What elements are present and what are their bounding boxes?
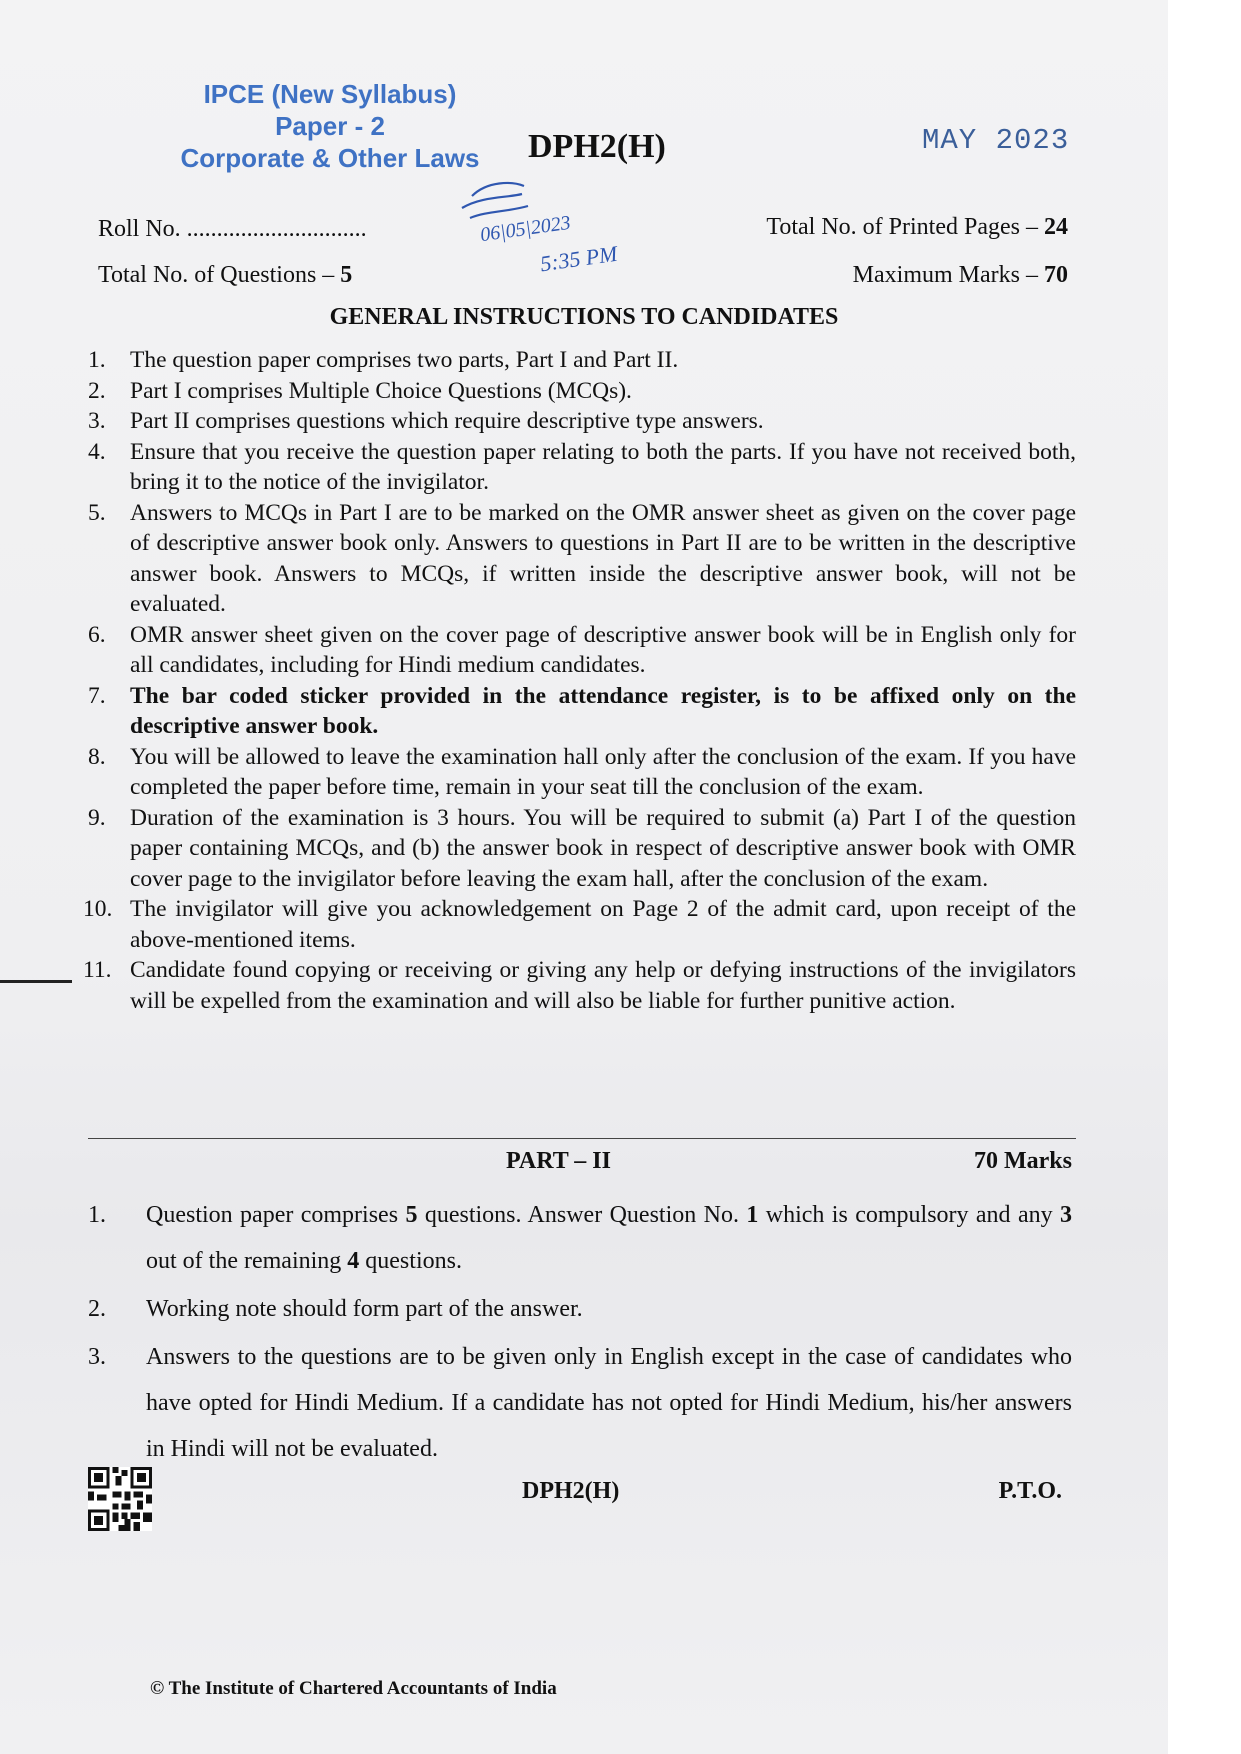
stamp-line-1: IPCE (New Syllabus) — [203, 79, 457, 109]
please-turn-over: P.T.O. — [998, 1478, 1062, 1504]
total-questions-label: Total No. of Questions – — [98, 262, 335, 288]
instruction-text: Ensure that you receive the question paper relating to both the parts. If you have not received both, bring it to the notice of the invigilator. — [130, 438, 1076, 495]
instruction-text: Candidate found copying or receiving or giving any help or defying instructions of the invigilators will be expelled from the examination and will also be liable for further punitive action. — [130, 957, 1076, 1014]
month-stamp: MAY 2023 — [922, 124, 1070, 157]
instruction-text: OMR answer sheet given on the cover page of descriptive answer book will be in English only for all candidates, including for Hindi medium candidates. — [130, 621, 1076, 678]
total-pages — [766, 214, 1068, 241]
compulsory-question-number: 1 — [746, 1202, 759, 1228]
instruction-number: 3. — [88, 408, 106, 434]
instruction-number: 5. — [88, 499, 106, 526]
text-fragment: out of the remaining — [146, 1248, 348, 1274]
roll-number-field: Roll No. .............................. — [98, 216, 367, 242]
instructions-heading: GENERAL INSTRUCTIONS TO CANDIDATES — [329, 304, 839, 330]
instruction-text: Part II comprises questions which require descriptive type answers. — [130, 408, 764, 434]
part-two-text — [146, 1192, 1072, 1284]
handwritten-time: 5:35 PM — [538, 240, 619, 277]
copyright-notice: © The Institute of Chartered Accountants of India — [150, 1678, 557, 1699]
instruction-number: 9. — [88, 804, 106, 831]
syllabus-stamp — [160, 78, 500, 174]
instruction-number: 10. — [83, 896, 113, 922]
instruction-text: The invigilator will give you acknowledgement on Page 2 of the admit card, upon receipt of the above-mentioned items. — [130, 896, 1076, 953]
handwritten-date: 06|05|2023 — [478, 211, 573, 247]
stamp-line-3: Corporate & Other Laws — [180, 143, 480, 173]
part-two-marks: 70 Marks — [974, 1148, 1072, 1174]
instruction-item — [88, 681, 1076, 742]
total-questions — [98, 262, 352, 289]
stamp-line-2: Paper - 2 — [275, 111, 385, 141]
instruction-item — [88, 620, 1076, 681]
part-two-item — [88, 1286, 1072, 1332]
instruction-item — [88, 498, 1076, 620]
instruction-number: 6. — [88, 621, 106, 648]
questions-to-answer: 3 — [1060, 1202, 1072, 1228]
text-fragment: Question paper comprises — [146, 1202, 406, 1228]
question-count: 5 — [405, 1202, 418, 1228]
part-two-item — [88, 1334, 1072, 1472]
part-two-number: 2. — [88, 1296, 106, 1322]
instruction-item — [88, 803, 1076, 895]
qr-code-icon — [88, 1467, 152, 1531]
instruction-text: Duration of the examination is 3 hours. You will be required to submit (a) Part I of the question paper containing MCQs, and (b) the answer book in respect of descriptive answer book with OMR cover page to the invigilator before leaving the exam hall, after the conclusion of the exam. — [130, 804, 1076, 892]
instruction-item — [88, 376, 1076, 407]
instruction-item — [88, 345, 1076, 376]
paper-code-title: DPH2(H) — [528, 128, 666, 165]
instruction-item — [83, 955, 1076, 1016]
part-two-text: Working note should form part of the answer. — [146, 1296, 583, 1322]
margin-pen-mark — [0, 980, 72, 983]
maximum-marks-label: Maximum Marks – — [852, 262, 1038, 288]
part-two-title: PART – II — [506, 1148, 611, 1174]
instruction-text: The bar coded sticker provided in the attendance register, is to be affixed only on the descriptive answer book. — [130, 682, 1076, 739]
instruction-text: The question paper comprises two parts, Part I and Part II. — [130, 347, 679, 373]
instruction-text: Part I comprises Multiple Choice Questions (MCQs). — [130, 377, 632, 404]
total-pages-label: Total No. of Printed Pages – — [766, 214, 1038, 240]
instruction-item — [83, 894, 1076, 955]
instruction-item — [88, 742, 1076, 803]
part-two-text: Answers to the questions are to be given only in English except in the case of candidates who have opted for Hindi Medium. If a candidate has not opted for Hindi Medium, his/her answers in Hindi will not be evaluated. — [146, 1344, 1072, 1462]
instruction-text: Answers to MCQs in Part I are to be marked on the OMR answer sheet as given on the cover page of descriptive answer book only. Answers to questions in Part II are to be written in the descriptive answer book. Answers to MCQs, if written inside the descriptive answer book, will not be evaluated. — [130, 499, 1076, 617]
text-fragment: which is compulsory and any — [758, 1202, 1060, 1228]
instruction-item — [88, 406, 1076, 437]
part-two-number: 1. — [88, 1202, 106, 1228]
remaining-questions: 4 — [347, 1248, 360, 1274]
maximum-marks-value: 70 — [1044, 262, 1068, 288]
part-two-instructions — [88, 1192, 1072, 1474]
section-divider — [88, 1138, 1076, 1139]
footer-paper-code: DPH2(H) — [522, 1478, 620, 1504]
text-fragment: questions. Answer Question No. — [417, 1202, 747, 1228]
total-questions-value: 5 — [340, 262, 353, 288]
instruction-number: 7. — [88, 682, 106, 709]
total-pages-value: 24 — [1044, 214, 1068, 240]
instruction-number: 11. — [83, 957, 112, 983]
maximum-marks — [853, 262, 1068, 289]
instruction-number: 2. — [88, 377, 106, 404]
part-two-item — [88, 1192, 1072, 1284]
instruction-number: 8. — [88, 743, 106, 770]
instruction-number: 4. — [88, 438, 106, 465]
part-two-number: 3. — [88, 1344, 106, 1370]
instructions-list — [83, 345, 1076, 1016]
text-fragment: questions. — [359, 1248, 462, 1274]
instruction-text: You will be allowed to leave the examination hall only after the conclusion of the exam. If you have completed the paper before time, remain in your seat till the conclusion of the exam. — [130, 743, 1076, 800]
instruction-number: 1. — [88, 347, 106, 373]
instruction-item — [88, 437, 1076, 498]
